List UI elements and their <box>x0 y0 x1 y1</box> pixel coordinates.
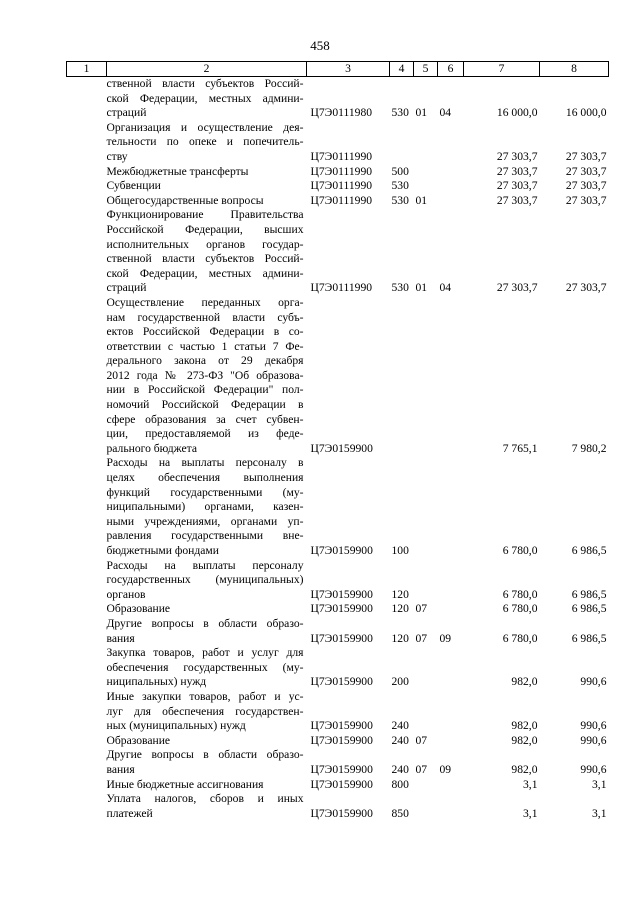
row-code: Ц7Э0111990 <box>310 193 373 207</box>
row-number-cell <box>67 194 107 209</box>
row-expense-type: 120 <box>391 587 409 601</box>
row-amount-year2: 6 986,5 <box>571 631 607 645</box>
row-description <box>107 646 307 690</box>
table-row <box>67 296 609 457</box>
row-description <box>107 208 307 296</box>
description-line: страций <box>106 106 147 120</box>
row-number-cell <box>67 559 107 603</box>
row-subsection: 04 <box>439 281 452 295</box>
description-line: Иные бюджетные ассигнования <box>106 777 264 791</box>
row-expense-type: 240 <box>391 762 409 776</box>
row-section <box>414 559 438 603</box>
row-subsection <box>438 690 464 734</box>
row-expense-type: 500 <box>391 164 409 178</box>
row-subsection <box>438 646 464 690</box>
row-description <box>107 456 307 558</box>
description-line: ской Федерации, местных админи- <box>106 266 304 280</box>
row-subsection <box>438 602 464 617</box>
row-amount-year1: 27 303,7 <box>496 179 538 193</box>
row-number-cell <box>67 646 107 690</box>
col-header-3: 3 <box>307 62 390 77</box>
description-line: ектов Российской Федерации в со- <box>106 325 304 339</box>
row-amount-year2: 990,6 <box>580 762 607 776</box>
row-code: Ц7Э0111990 <box>310 179 373 193</box>
description-line: луг для обеспечения государствен- <box>106 704 304 718</box>
row-number-cell <box>67 121 107 165</box>
row-code: Ц7Э0111990 <box>310 164 373 178</box>
row-section: 01 <box>415 106 428 120</box>
row-amount-year1: 27 303,7 <box>496 149 538 163</box>
row-expense-type: 100 <box>391 544 409 557</box>
table-row <box>67 121 609 165</box>
row-amount-year1: 3,1 <box>523 777 538 791</box>
row-section <box>414 296 438 457</box>
table-row <box>67 778 609 793</box>
row-number-cell <box>67 602 107 617</box>
row-expense-type: 530 <box>391 106 409 120</box>
row-code: Ц7Э0159900 <box>310 441 373 455</box>
row-description <box>107 792 307 821</box>
row-amount-year2: 3,1 <box>592 777 607 791</box>
description-line: ных (муниципальных) нужд <box>106 719 246 733</box>
col-header-8: 8 <box>540 62 609 77</box>
row-number-cell <box>67 617 107 646</box>
row-code: Ц7Э0159900 <box>310 631 373 645</box>
row-amount-year1: 16 000,0 <box>496 106 538 120</box>
description-line: ниципальных) нужд <box>106 675 207 689</box>
row-amount-year1: 982,0 <box>511 675 538 689</box>
row-amount-year1: 7 765,1 <box>502 441 538 455</box>
row-number-cell <box>67 748 107 777</box>
row-section: 07 <box>415 631 428 645</box>
description-line: рального бюджета <box>106 441 198 455</box>
description-line: сфере образования за счет субвен- <box>106 412 304 426</box>
description-line: ственной власти субъектов Россий- <box>106 77 304 90</box>
row-section <box>414 165 438 180</box>
row-number-cell <box>67 792 107 821</box>
row-expense-type: 240 <box>391 719 409 733</box>
col-header-1: 1 <box>67 62 107 77</box>
row-amount-year2: 27 303,7 <box>565 164 607 178</box>
row-section: 07 <box>415 733 428 747</box>
table-row <box>67 208 609 296</box>
table-row <box>67 179 609 194</box>
description-line: государственных (муниципальных) <box>106 573 304 587</box>
table-header <box>67 62 609 77</box>
row-amount-year1: 982,0 <box>511 762 538 776</box>
row-section <box>414 456 438 558</box>
row-subsection <box>438 179 464 194</box>
row-expense-type <box>390 121 414 165</box>
description-line: Расходы на выплаты персоналу в <box>106 456 304 470</box>
row-description <box>107 690 307 734</box>
row-number-cell <box>67 165 107 180</box>
row-description <box>107 165 307 180</box>
row-description <box>107 602 307 617</box>
row-description <box>107 77 307 121</box>
description-line: бюджетными фондами <box>106 544 219 557</box>
description-line: вания <box>106 631 135 645</box>
row-number-cell <box>67 778 107 793</box>
row-code: Ц7Э0159900 <box>310 777 373 791</box>
budget-table <box>66 61 609 821</box>
row-code: Ц7Э0111990 <box>310 149 373 163</box>
row-code: Ц7Э0159900 <box>310 544 373 557</box>
row-expense-type: 200 <box>391 675 409 689</box>
table-row <box>67 165 609 180</box>
row-section <box>414 778 438 793</box>
description-line: обеспечения государственных (му- <box>106 660 304 674</box>
row-amount-year1: 27 303,7 <box>496 281 538 295</box>
row-code: Ц7Э0111980 <box>310 106 373 120</box>
row-amount-year2: 6 986,5 <box>571 544 607 557</box>
row-amount-year2: 27 303,7 <box>565 149 607 163</box>
description-line: нам государственной власти субъ- <box>106 310 304 324</box>
description-line: дерального закона от 29 декабря <box>106 354 304 368</box>
row-amount-year2: 3,1 <box>592 806 607 820</box>
description-line: органов <box>106 587 146 601</box>
description-line: Другие вопросы в области образо- <box>106 748 304 762</box>
description-line: страций <box>106 281 147 295</box>
page-number: 458 <box>310 38 330 53</box>
description-line: Функционирование Правительства <box>106 208 304 222</box>
description-line: Осуществление переданных орга- <box>106 295 304 309</box>
row-expense-type: 120 <box>391 602 409 616</box>
row-amount-year1: 6 780,0 <box>502 544 538 557</box>
row-subsection <box>438 559 464 603</box>
table-row <box>67 559 609 603</box>
row-subsection <box>438 778 464 793</box>
row-section: 07 <box>415 762 428 776</box>
row-amount-year2: 7 980,2 <box>571 441 607 455</box>
row-subsection <box>438 194 464 209</box>
description-line: Организация и осуществление дея- <box>106 120 304 134</box>
col-header-5: 5 <box>414 62 438 77</box>
table-row <box>67 646 609 690</box>
description-line: Субвенции <box>106 179 161 193</box>
description-line: ству <box>106 149 128 163</box>
row-description <box>107 778 307 793</box>
description-line: 2012 года № 273-ФЗ "Об образова- <box>106 368 304 382</box>
description-line: ниципальными) органами, казен- <box>106 500 304 514</box>
row-number-cell <box>67 179 107 194</box>
row-expense-type: 240 <box>391 733 409 747</box>
row-subsection <box>438 792 464 821</box>
col-header-6: 6 <box>438 62 464 77</box>
table-body <box>67 77 609 822</box>
row-amount-year2: 16 000,0 <box>565 106 607 120</box>
row-number-cell <box>67 77 107 121</box>
row-number-cell <box>67 456 107 558</box>
description-line: равления государственными вне- <box>106 529 304 543</box>
description-line: Образование <box>106 602 171 616</box>
row-subsection: 09 <box>439 631 452 645</box>
row-section <box>414 690 438 734</box>
description-line: вания <box>106 762 135 776</box>
row-amount-year1: 982,0 <box>511 733 538 747</box>
description-line: номочий Российской Федерации в <box>106 398 304 412</box>
col-header-4: 4 <box>390 62 414 77</box>
row-amount-year1: 6 780,0 <box>502 631 538 645</box>
row-code: Ц7Э0159900 <box>310 762 373 776</box>
row-section: 07 <box>415 602 428 616</box>
description-line: Образование <box>106 733 171 747</box>
description-line: Межбюджетные трансферты <box>106 164 249 178</box>
row-subsection <box>438 165 464 180</box>
row-code: Ц7Э0159900 <box>310 587 373 601</box>
row-expense-type: 850 <box>391 806 409 820</box>
description-line: Расходы на выплаты персоналу <box>106 558 304 572</box>
row-section <box>414 121 438 165</box>
row-code: Ц7Э0159900 <box>310 733 373 747</box>
row-description <box>107 734 307 749</box>
row-subsection <box>438 734 464 749</box>
row-expense-type: 800 <box>391 777 409 791</box>
row-section <box>414 179 438 194</box>
description-line: Иные закупки товаров, работ и ус- <box>106 689 304 703</box>
description-line: тельности по опеке и попечитель- <box>106 135 304 149</box>
row-expense-type: 120 <box>391 631 409 645</box>
row-amount-year1: 3,1 <box>523 806 538 820</box>
row-amount-year2: 990,6 <box>580 733 607 747</box>
row-subsection <box>438 296 464 457</box>
row-subsection: 04 <box>439 106 452 120</box>
row-description <box>107 121 307 165</box>
row-number-cell <box>67 734 107 749</box>
description-line: нии в Российской Федерации" пол- <box>106 383 304 397</box>
row-amount-year1: 982,0 <box>511 719 538 733</box>
table-row <box>67 734 609 749</box>
row-code: Ц7Э0159900 <box>310 719 373 733</box>
description-line: Закупка товаров, работ и услуг для <box>106 646 304 660</box>
row-number-cell <box>67 208 107 296</box>
col-header-2: 2 <box>107 62 307 77</box>
row-amount-year2: 990,6 <box>580 719 607 733</box>
row-amount-year1: 6 780,0 <box>502 587 538 601</box>
description-line: ской Федерации, местных админи- <box>106 91 304 105</box>
row-number-cell <box>67 296 107 457</box>
description-line: исполнительных органов государ- <box>106 237 304 251</box>
col-header-7: 7 <box>464 62 540 77</box>
row-section: 01 <box>415 281 428 295</box>
row-expense-type: 530 <box>391 281 409 295</box>
table-row <box>67 77 609 121</box>
description-line: ответствии с частью 1 статьи 7 Фе- <box>106 339 304 353</box>
row-amount-year2: 27 303,7 <box>565 193 607 207</box>
table-row <box>67 690 609 734</box>
row-amount-year2: 6 986,5 <box>571 602 607 616</box>
description-line: ными учреждениями, органами уп- <box>106 514 304 528</box>
row-amount-year1: 27 303,7 <box>496 164 538 178</box>
row-description <box>107 179 307 194</box>
row-amount-year2: 6 986,5 <box>571 587 607 601</box>
row-amount-year2: 27 303,7 <box>565 281 607 295</box>
table-row <box>67 617 609 646</box>
row-description <box>107 748 307 777</box>
description-line: Уплата налогов, сборов и иных <box>106 792 304 806</box>
row-description <box>107 617 307 646</box>
description-line: платежей <box>106 806 153 820</box>
row-code: Ц7Э0111990 <box>310 281 373 295</box>
row-code: Ц7Э0159900 <box>310 602 373 616</box>
table-row <box>67 456 609 558</box>
row-section <box>414 792 438 821</box>
row-section <box>414 646 438 690</box>
description-line: ственной власти субъектов Россий- <box>106 252 304 266</box>
row-description <box>107 559 307 603</box>
row-amount-year2: 990,6 <box>580 675 607 689</box>
row-expense-type: 530 <box>391 179 409 193</box>
row-subsection: 09 <box>439 762 452 776</box>
row-amount-year2: 27 303,7 <box>565 179 607 193</box>
table-row <box>67 748 609 777</box>
row-expense-type: 530 <box>391 193 409 207</box>
row-description <box>107 194 307 209</box>
row-expense-type <box>390 296 414 457</box>
row-number-cell <box>67 690 107 734</box>
description-line: Общегосударственные вопросы <box>106 193 264 207</box>
description-line: целях обеспечения выполнения <box>106 471 304 485</box>
description-line: функций государственными (му- <box>106 485 304 499</box>
table-row <box>67 194 609 209</box>
row-section: 01 <box>415 193 428 207</box>
row-code: Ц7Э0159900 <box>310 806 373 820</box>
row-subsection <box>438 456 464 558</box>
table-row <box>67 602 609 617</box>
row-code: Ц7Э0159900 <box>310 675 373 689</box>
description-line: ции, предоставляемой из феде- <box>106 427 304 441</box>
row-description <box>107 296 307 457</box>
table-row <box>67 792 609 821</box>
row-amount-year1: 6 780,0 <box>502 602 538 616</box>
row-amount-year1: 27 303,7 <box>496 193 538 207</box>
header-row <box>67 62 609 77</box>
description-line: Другие вопросы в области образо- <box>106 616 304 630</box>
row-subsection <box>438 121 464 165</box>
description-line: Российской Федерации, высших <box>106 222 304 236</box>
